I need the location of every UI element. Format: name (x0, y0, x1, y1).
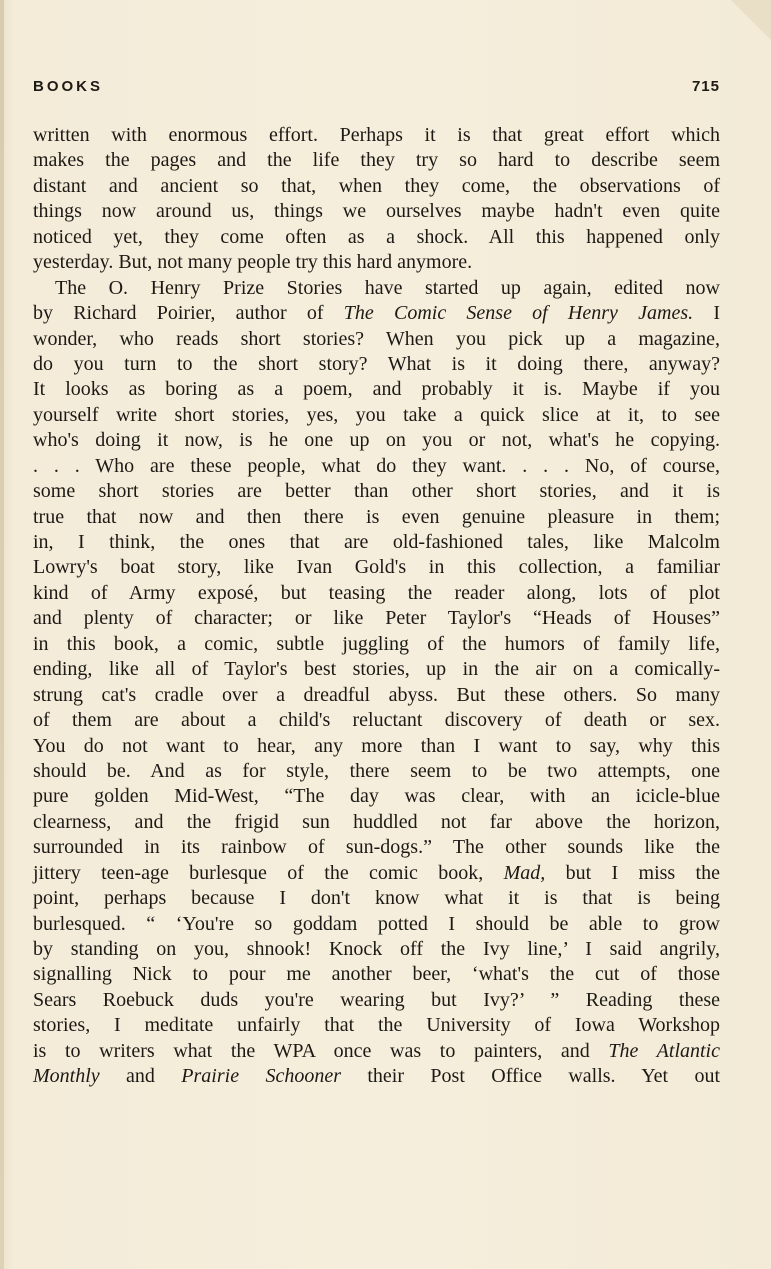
text-segment: their Post Office walls. Yet out (341, 1065, 721, 1088)
text-line: You do not want to hear, any more than I want to say, why this (33, 734, 720, 757)
text-line: . . . Who are these people, what do they want. . . . No, of course, (33, 454, 720, 477)
text-line: clearness, and the frigid sun huddled not far above the horizon, (33, 810, 720, 833)
text-line: yourself write short stories, yes, you take a quick slice at it, to see (33, 403, 720, 426)
text-line: in this book, a comic, subtle juggling of the humors of family life, (33, 632, 720, 655)
text-line: kind of Army exposé, but teasing the reader along, lots of plot (33, 581, 720, 604)
text-line: surrounded in its rainbow of sun-dogs.” The other sounds like the (33, 836, 720, 859)
book-title-italic: The Comic Sense of Henry James. (343, 302, 694, 325)
text-line: noticed yet, they come often as a shock. All this happened only (33, 225, 720, 248)
text-line: yesterday. But, not many people try this hard anymore. (33, 251, 473, 274)
magazine-title-italic: Mad, (503, 861, 546, 884)
text-line: written with enormous effort. Perhaps it is that great effort which (33, 124, 720, 146)
text-segment: is to writers what the WPA once was to painters, and (33, 1039, 609, 1062)
text-line: and plenty of character; or like Peter Taylor's “Heads of Houses” (33, 607, 720, 630)
text-segment: and (99, 1065, 182, 1088)
text-segment: but I miss the (545, 861, 720, 884)
running-title: BOOKS (33, 78, 104, 95)
text-line: pure golden Mid-West, “The day was clear, with an icicle-blue (33, 785, 720, 808)
magazine-title-italic: The Atlantic (608, 1039, 720, 1062)
text-line: ending, like all of Taylor's best stories, up in the air on a comically- (33, 658, 720, 681)
text-line: true that now and then there is even genuine pleasure in them; (33, 505, 720, 528)
page-corner-fold (731, 0, 771, 40)
text-line: makes the pages and the life they try so hard to describe seem (33, 149, 720, 172)
text-line: burlesqued. “ ‘You're so goddam potted I should be able to grow (33, 912, 720, 935)
text-line (33, 301, 720, 326)
page-number: 715 (691, 78, 720, 95)
text-segment: I (693, 302, 720, 325)
text-line: do you turn to the short story? What is it doing there, anyway? (33, 352, 720, 375)
text-line: stories, I meditate unfairly that the University of Iowa Workshop (33, 1014, 720, 1037)
body-text (33, 123, 720, 1090)
text-line: by standing on you, shnook! Knock off the Ivy line,’ I said angrily, (33, 938, 720, 960)
text-line: strung cat's cradle over a dreadful abyss. But these others. So many (33, 683, 720, 706)
magazine-title-italic: Prairie Schooner (181, 1065, 341, 1088)
text-line: Lowry's boat story, like Ivan Gold's in this collection, a familiar (33, 556, 720, 579)
text-line (33, 1039, 720, 1064)
text-line: things now around us, things we ourselves maybe hadn't even quite (33, 200, 720, 223)
text-line: point, perhaps because I don't know what it is that is being (33, 887, 720, 910)
text-line: of them are about a child's reluctant discovery of death or sex. (33, 709, 720, 732)
text-line: The O. Henry Prize Stories have started up again, edited now (55, 276, 720, 299)
text-line: who's doing it now, is he one up on you or not, what's he copying. (33, 429, 720, 452)
text-line: some short stories are better than other short stories, and it is (33, 480, 720, 503)
running-header (33, 78, 720, 98)
text-line: in, I think, the ones that are old-fashioned tales, like Malcolm (33, 531, 720, 553)
text-segment: jittery teen-age burlesque of the comic book, (33, 861, 504, 884)
text-segment: by Richard Poirier, author of (33, 302, 344, 325)
text-line: should be. And as for style, there seem to be two attempts, one (33, 759, 720, 782)
text-line (33, 861, 720, 886)
text-line: signalling Nick to pour me another beer, ‘what's the cut of those (33, 963, 720, 986)
page-binding-edge (0, 0, 4, 1269)
text-line: It looks as boring as a poem, and probably it is. Maybe if you (33, 378, 720, 401)
magazine-title-italic: Monthly (33, 1065, 100, 1088)
text-line: distant and ancient so that, when they come, the observations of (33, 174, 720, 197)
text-line: wonder, who reads short stories? When you pick up a magazine, (33, 327, 720, 350)
text-line: Sears Roebuck duds you're wearing but Ivy?’ ” Reading these (33, 988, 720, 1011)
text-line (33, 1064, 720, 1089)
